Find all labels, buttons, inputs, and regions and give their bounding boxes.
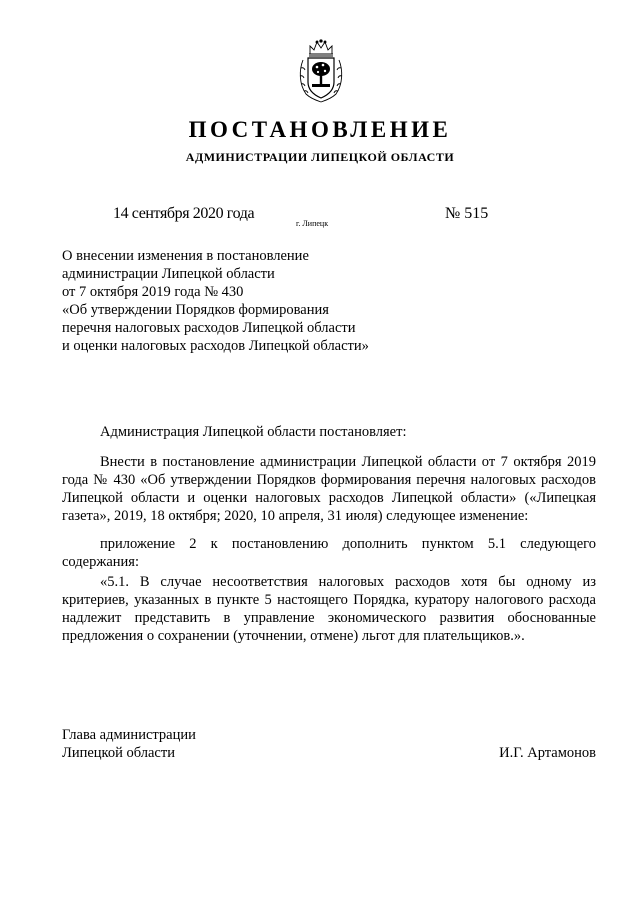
subject-line: от 7 октября 2019 года № 430: [62, 284, 244, 300]
subject-line: перечня налоговых расходов Липецкой области: [62, 320, 356, 336]
document-number: № 515: [445, 205, 489, 222]
document-city: г. Липецк: [296, 219, 329, 228]
document-subtitle: АДМИНИСТРАЦИИ ЛИПЕЦКОЙ ОБЛАСТИ: [185, 150, 455, 164]
subject-line: «Об утверждении Порядков формирования: [62, 302, 329, 318]
subject-line: О внесении изменения в постановление: [62, 248, 309, 264]
signatory-position: [62, 726, 196, 762]
signatory-name: И.Г. Артамонов: [499, 745, 596, 761]
document-title: ПОСТАНОВЛЕНИЕ: [188, 117, 452, 142]
document-subject: [62, 247, 369, 355]
signatory-position-line: Липецкой области: [62, 745, 175, 761]
body-paragraph: Внести в постановление администрации Липецкой области от 7 октября 2019 года № 430 «Об утверждении Порядков формирования перечня налоговых расходов Липецкой области и оценки налоговых расходов Липецкой области» («Липецкая газета», 2019, 18 октября; 2020, 10 апреля, 31 июля) следующее изменение:: [62, 454, 596, 524]
document-body: [62, 423, 596, 645]
body-paragraph: Администрация Липецкой области постановляет:: [100, 424, 407, 440]
body-paragraph: «5.1. В случае несоответствия налоговых расходов хотя бы одному из критериев, указанных в пункте 5 настоящего Порядка, куратору налогового расхода надлежит представить в управление экономического развития обоснованные предложения о сохранении (уточнении, отмене) льгот для плательщиков.».: [62, 574, 596, 644]
subject-line: администрации Липецкой области: [62, 266, 275, 282]
body-paragraph: приложение 2 к постановлению дополнить пунктом 5.1 следующего содержания:: [62, 536, 596, 570]
coat-of-arms-icon: [296, 38, 346, 104]
subject-line: и оценки налоговых расходов Липецкой области»: [62, 338, 369, 354]
document-date: 14 сентября 2020 года: [113, 205, 255, 222]
signatory-position-line: Глава администрации: [62, 727, 196, 743]
